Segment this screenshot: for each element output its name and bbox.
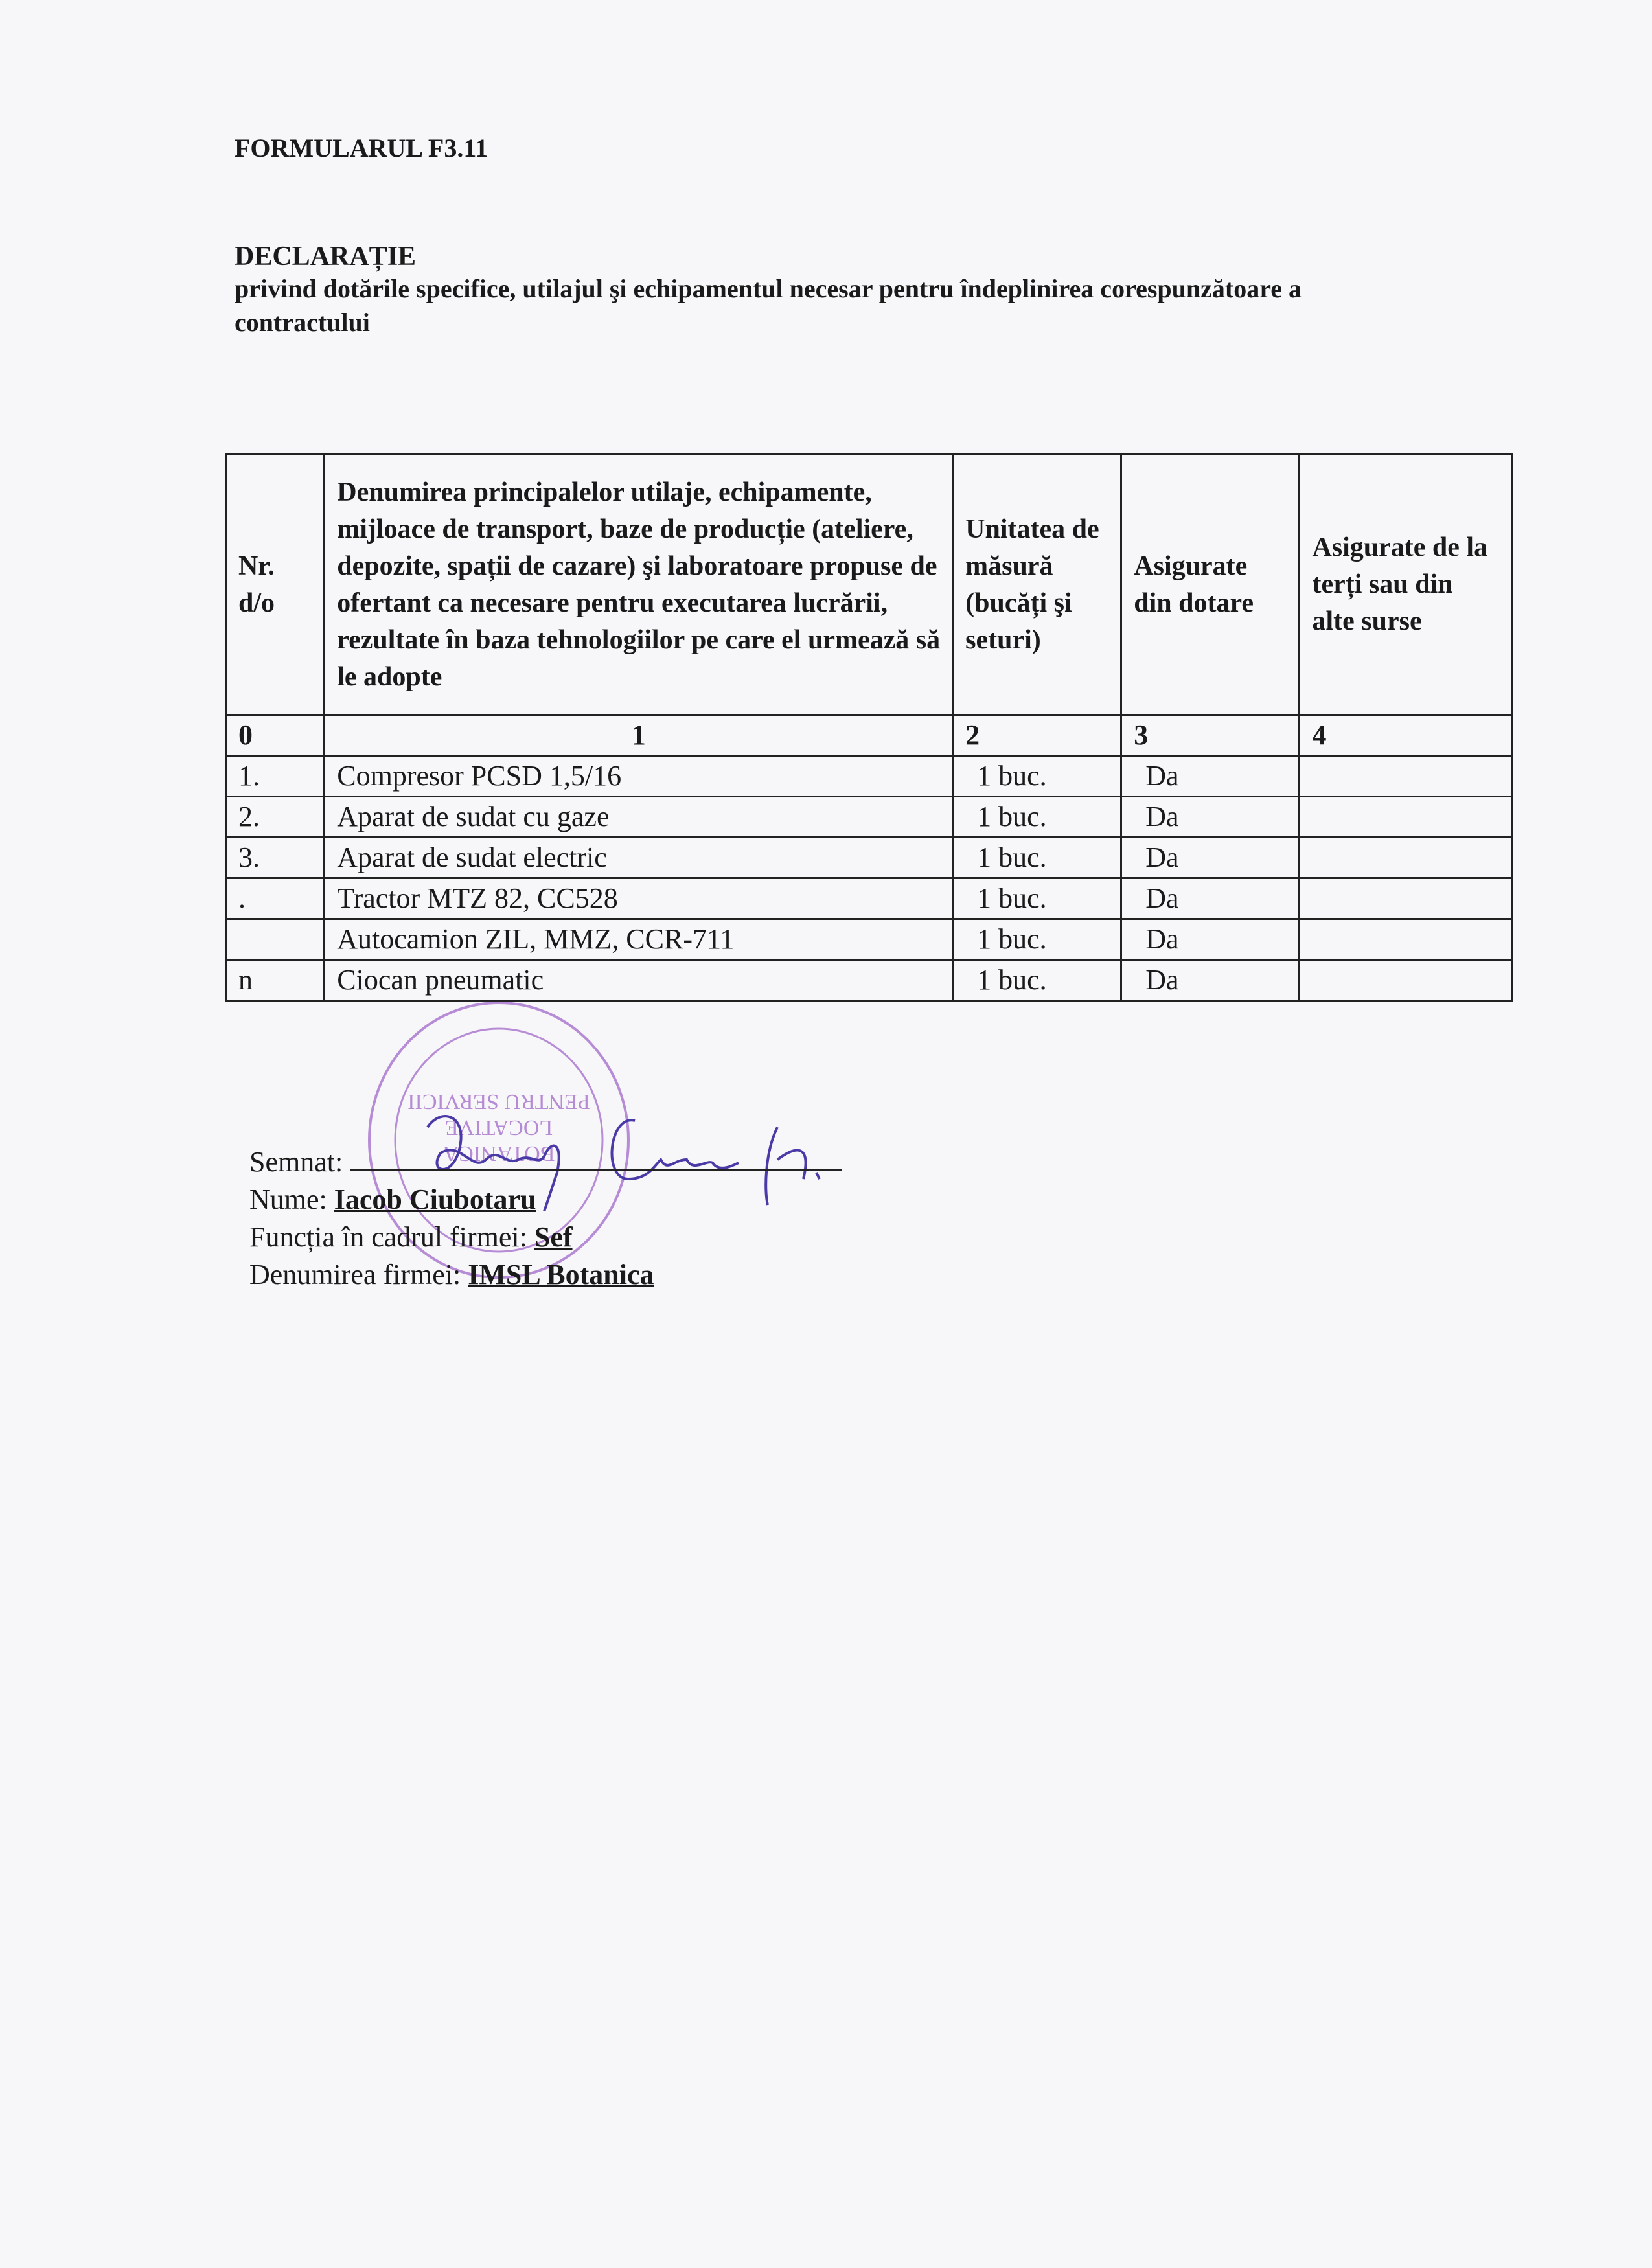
- equipment-table: [225, 453, 1513, 1002]
- cell-name: Autocamion ZIL, MMZ, CCR-711: [325, 919, 953, 960]
- column-number: 2: [953, 715, 1121, 756]
- cell-unit: 1 buc.: [953, 838, 1121, 878]
- signed-label: Semnat:: [249, 1146, 343, 1178]
- cell-unit: 1 buc.: [953, 878, 1121, 919]
- company-label: Denumirea firmei:: [249, 1259, 461, 1290]
- header-own: Asigurate din dotare: [1121, 455, 1300, 715]
- header-nr: Nr. d/o: [226, 455, 325, 715]
- svg-text:PENTRU SERVICII: PENTRU SERVICII: [407, 1090, 590, 1114]
- cell-third: [1300, 919, 1512, 960]
- header-name: Denumirea principalelor utilaje, echipamente, mijloace de transport, baze de producție (ateliere, depozite, spații de cazare) şi laboratoare propuse de ofertant ca necesare pentru executarea lucrării, rezultate în baza tehnologiilor pe care el urmează să le adopte: [325, 455, 953, 715]
- cell-own: Da: [1121, 838, 1300, 878]
- cell-third: [1300, 878, 1512, 919]
- cell-name: Aparat de sudat cu gaze: [325, 797, 953, 838]
- cell-name: Aparat de sudat electric: [325, 838, 953, 878]
- cell-nr: 3.: [226, 838, 325, 878]
- table-row: [226, 797, 1512, 838]
- table-row: [226, 838, 1512, 878]
- column-number: 4: [1300, 715, 1512, 756]
- cell-name: Tractor MTZ 82, CC528: [325, 878, 953, 919]
- name-label: Nume:: [249, 1184, 327, 1215]
- column-number: 3: [1121, 715, 1300, 756]
- cell-unit: 1 buc.: [953, 756, 1121, 797]
- company-value: IMSL Botanica: [468, 1259, 654, 1290]
- header-unit: Unitatea de măsură (bucăți şi seturi): [953, 455, 1121, 715]
- company-line: [249, 1256, 842, 1294]
- cell-nr: n: [226, 960, 325, 1001]
- cell-unit: 1 buc.: [953, 797, 1121, 838]
- column-number-row: [226, 715, 1512, 756]
- name-line: [249, 1181, 842, 1219]
- form-code: FORMULARUL F3.11: [235, 133, 488, 163]
- table-header-row: [226, 455, 1512, 715]
- table-row: [226, 919, 1512, 960]
- cell-own: Da: [1121, 756, 1300, 797]
- document-subtitle: privind dotările specifice, utilajul şi echipamentul necesar pentru îndeplinirea corespunzătoare a contractului: [235, 274, 1302, 337]
- table-row: [226, 756, 1512, 797]
- header-third: Asigurate de la terți sau din alte surse: [1300, 455, 1512, 715]
- cell-name: Ciocan pneumatic: [325, 960, 953, 1001]
- signature-block: [249, 1143, 842, 1294]
- name-value: Iacob Ciubotaru: [334, 1184, 536, 1215]
- signed-line: [249, 1143, 842, 1181]
- column-number: 0: [226, 715, 325, 756]
- cell-nr: 1.: [226, 756, 325, 797]
- cell-own: Da: [1121, 878, 1300, 919]
- function-line: [249, 1219, 842, 1256]
- cell-nr: 2.: [226, 797, 325, 838]
- function-value: Sef: [534, 1221, 573, 1253]
- document-title: DECLARAȚIE: [235, 242, 417, 271]
- cell-third: [1300, 960, 1512, 1001]
- cell-third: [1300, 838, 1512, 878]
- svg-text:BOTANICA: BOTANICA: [442, 1141, 555, 1165]
- svg-text:LOCATIVE: LOCATIVE: [444, 1116, 553, 1140]
- table-row: [226, 878, 1512, 919]
- cell-own: Da: [1121, 919, 1300, 960]
- cell-unit: 1 buc.: [953, 919, 1121, 960]
- table-row: [226, 960, 1512, 1001]
- column-number: 1: [325, 715, 953, 756]
- cell-unit: 1 buc.: [953, 960, 1121, 1001]
- cell-own: Da: [1121, 797, 1300, 838]
- cell-third: [1300, 756, 1512, 797]
- function-label: Funcția în cadrul firmei:: [249, 1221, 527, 1253]
- cell-own: Da: [1121, 960, 1300, 1001]
- cell-third: [1300, 797, 1512, 838]
- cell-nr: [226, 919, 325, 960]
- signature-line: [350, 1169, 842, 1171]
- cell-name: Compresor PCSD 1,5/16: [325, 756, 953, 797]
- cell-nr: .: [226, 878, 325, 919]
